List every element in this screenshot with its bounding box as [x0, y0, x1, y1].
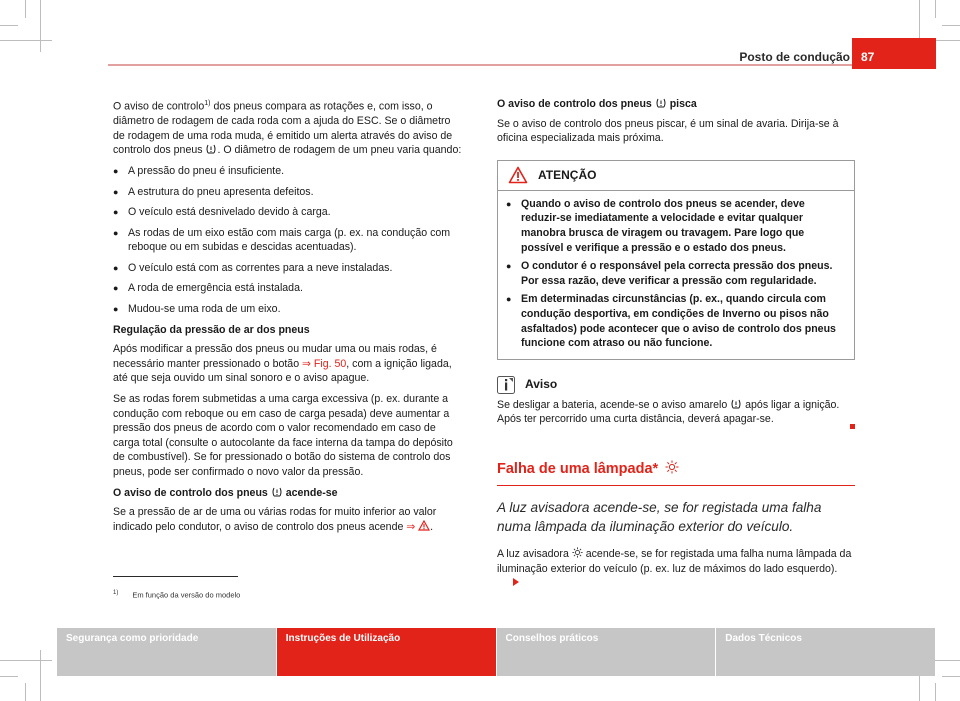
tire-pressure-icon [731, 399, 741, 409]
list-item: ● O condutor é o responsável pela correcta pressão dos pneus. Por essa razão, deve verificar a pressão com regularidade. [506, 260, 833, 287]
tab-conselhos[interactable]: Conselhos práticos [497, 628, 717, 676]
condition-list [113, 164, 465, 317]
regulation-paragraph: Após modificar a pressão dos pneus ou mudar uma ou mais rodas, é necessário manter pressionado o botão ⇒ Fig. 50, com a ignição ligada, até que seja ouvido um sinal sonoro e o aviso apague. [113, 343, 452, 385]
tire-pressure-icon [272, 487, 282, 497]
bulb-failure-icon [665, 460, 679, 474]
list-item: ● As rodas de um eixo estão com mais carga (p. ex. na condução com reboque ou em subidas e descidas acentuadas). [113, 226, 451, 254]
crop-mark [25, 0, 26, 18]
list-item: ● Em determinadas circunstâncias (p. ex., quando circula com condução desportiva, em condições de Inverno ou pisos não asfaltados) pode acontecer que o aviso de controlo dos pneus funcione com atraso ou não funcione. [506, 293, 836, 350]
note-icon [497, 376, 515, 394]
footnote-marker: 1) [113, 590, 119, 596]
crop-mark [25, 683, 26, 701]
note-paragraph: Se desligar a bateria, acende-se o aviso amarelo após ligar a ignição. Após ter percorrido uma curta distância, deverá apagar-se. [497, 398, 840, 426]
warning-triangle-icon[interactable] [418, 520, 430, 531]
crop-mark [942, 25, 960, 26]
tpms-blinks-heading: O aviso de controlo dos pneus pisca [497, 98, 697, 110]
list-item: ● A pressão do pneu é insuficiente. [113, 164, 285, 177]
list-item: ● Quando o aviso de controlo dos pneus se acender, deve reduzir-se imediatamente a velocidade e evitar qualquer manobra brusca de viragem ou travagem. Pare logo que possível e verifique a pressão e o estado dos pneus. [506, 197, 805, 254]
list-item: ● A estrutura do pneu apresenta defeitos. [113, 185, 314, 198]
load-paragraph: Se as rodas forem submetidas a uma carga excessiva (p. ex. durante a condução com reboque ou em caso de carga pesada) deve aumentar a pressão dos pneus de acordo com o valor recomendado em caso de carga total (consulte o autocolante da face interna da tampa do depósito de combustível). Se for pressionado o botão do sistema de controlo dos pneus, pode ser confirmado o novo valor da pressão. [113, 393, 453, 478]
left-column [113, 97, 465, 540]
fig-50-link[interactable]: ⇒ Fig. 50 [302, 357, 347, 370]
list-item: ● A roda de emergência está instalada. [113, 282, 303, 295]
warning-header [498, 161, 854, 191]
bulb-failure-icon [572, 547, 583, 558]
regulation-heading: Regulação da pressão de ar dos pneus [113, 323, 310, 336]
lamp-failure-lead: A luz avisadora acende-se, se for registada uma falha numa lâmpada da iluminação exterior do veículo. [497, 500, 822, 535]
footnote-rule [113, 576, 238, 577]
footnote [113, 588, 240, 601]
tab-dados-tecnicos[interactable]: Dados Técnicos [716, 628, 935, 676]
crop-mark [0, 660, 52, 661]
tab-instrucoes[interactable]: Instruções de Utilização [277, 628, 497, 676]
tab-seguranca[interactable]: Segurança como prioridade [57, 628, 277, 676]
list-item: ● O veículo está desnivelado devido à carga. [113, 206, 331, 219]
crop-mark [935, 683, 936, 701]
tire-pressure-icon [206, 144, 216, 154]
tpms-blinks-paragraph: Se o aviso de controlo dos pneus piscar, é um sinal de avaria. Dirija-se à oficina especializada mais próxima. [497, 117, 839, 145]
crop-mark [40, 650, 41, 701]
continue-arrow-icon [513, 578, 519, 586]
warning-triangle-icon [508, 166, 528, 184]
lamp-failure-title: Falha de uma lâmpada* [497, 460, 855, 487]
footer-tabs [57, 628, 935, 676]
intro-paragraph: O aviso de controlo$^{1)}$ dos pneus compara as rotações e, com isso, o diâmetro de rodagem de cada roda com a ajuda do ESC. Se o diâmetro de rodagem de uma roda muda, é emitido um alerta através do aviso de controlo dos pneus . O diâmetro de rodagem de um pneu varia quando: [113, 100, 462, 157]
page-section-title: Posto de condução [739, 50, 850, 64]
crop-mark [942, 676, 960, 677]
list-item: ● Mudou-se uma roda de um eixo. [113, 303, 281, 316]
warning-box [497, 160, 855, 360]
crop-mark [0, 25, 18, 26]
crop-mark [935, 0, 936, 18]
note-header [497, 376, 855, 394]
tpms-lights-paragraph: Se a pressão de ar de uma ou várias rodas for muito inferior ao valor indicado pelo condutor, o aviso de controlo dos pneus acende ⇒ . [113, 506, 437, 533]
list-item: ● O veículo está com as correntes para a neve instaladas. [113, 261, 393, 274]
crop-mark [0, 676, 18, 677]
footnote-text: Em função da versão do modelo [132, 590, 241, 600]
crop-mark [0, 40, 52, 41]
tire-pressure-icon [656, 98, 666, 108]
warning-ref-arrow[interactable]: ⇒ [406, 520, 416, 533]
tpms-lights-heading: O aviso de controlo dos pneus acende-se [113, 486, 338, 499]
right-column [497, 97, 855, 597]
lamp-failure-paragraph: A luz avisadora acende-se, se for registada uma falha numa lâmpada da iluminação exterior do veículo (p. ex. luz de máximos do lado esquerdo). [497, 547, 855, 591]
warning-body [498, 191, 854, 359]
crop-mark [40, 0, 41, 52]
note-title: Aviso [525, 377, 558, 392]
page-number: 87 [852, 38, 936, 69]
warning-title: ATENÇÃO [538, 167, 597, 182]
